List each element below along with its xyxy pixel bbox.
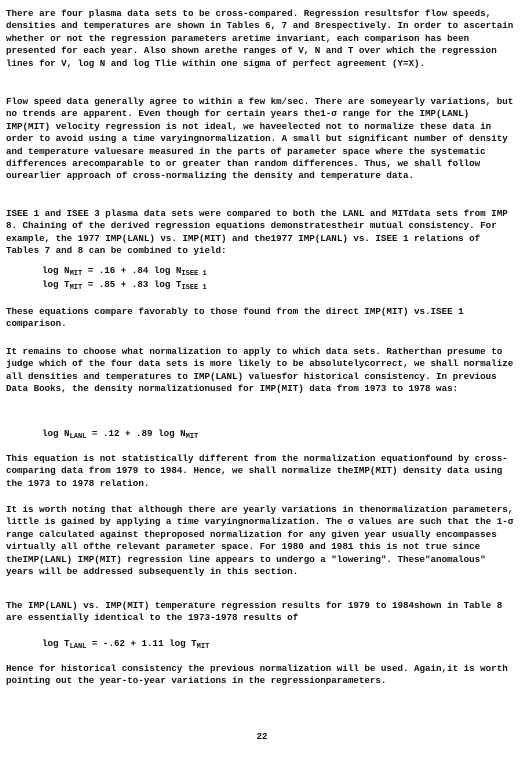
text-line: respectively. In order to ascertain whether or not the regression parameters are — [6, 20, 514, 44]
text-line: correct, we shall normalize all densities and temperatures to IMP(LANL) values — [6, 358, 514, 382]
text-line: normalization parameters, little is gained by applying a time varying — [6, 504, 514, 528]
text-line: Flow speed data generally agree to within a few km/sec. There are some — [6, 96, 392, 107]
equation-lhs-subscript: MIT — [69, 270, 83, 278]
paragraph-yearly-variations — [6, 504, 518, 578]
text-line: the relevant parameter space. For 1980 and 1981 this is not true since the — [6, 541, 481, 565]
paragraph-normalization-choice — [6, 346, 518, 396]
text-line: ISEE 1 comparison. — [6, 306, 464, 330]
text-line: it is worth pointing out the year-to-year variations in the regression — [6, 663, 508, 687]
equation-lhs-subscript: MIT — [69, 284, 83, 292]
paragraph-equations-compare — [6, 306, 518, 331]
equation-lhs: log N — [42, 428, 70, 439]
equation-temperature-normalization — [42, 638, 209, 653]
text-line: earlier approach of cross-normalizing the density and temperature data. — [22, 170, 414, 182]
text-line: 1977 IMP(LANL) vs. ISEE 1 relations of Tables 7 and 8 can be combined to yield: — [6, 232, 481, 257]
text-line: their mutual consistency. For example, the 1977 IMP(LANL) vs. IMP(MIT) and the — [6, 220, 497, 244]
text-line: than presume to judge which of the four data sets is more likely to be absolutely — [6, 346, 503, 370]
text-line: IMP(LANL) IMP(MIT) regression line appears to undergo a "lowering". These — [22, 553, 426, 565]
equation-rhs: = .12 + .89 log N — [86, 428, 186, 439]
text-line: shown in Table 8 are essentially identical to the 1973-1978 results of — [6, 600, 503, 624]
text-line: parameters. — [325, 675, 387, 687]
text-line: for historical consistency. In previous Data Books, the density normalization — [6, 370, 497, 395]
equation-rhs-subscript: MIT — [196, 643, 210, 651]
equation-rhs-subscript: MIT — [185, 433, 199, 441]
text-line: normalization. The σ values are such that the 1-σ range calculated against the — [6, 516, 514, 540]
text-line: The IMP(LANL) vs. IMP(MIT) temperature regression results for 1979 to 1984 — [6, 600, 414, 611]
paragraph-historical-consistency — [6, 663, 518, 688]
text-line: proposed normalization for any given year usually encompasses virtually all of — [6, 528, 497, 553]
text-line: It remains to choose what normalization to apply to which data sets. Rather — [6, 346, 420, 357]
text-line: This equation is not statistically different from the normalization equation — [6, 453, 426, 464]
text-line: IMP(MIT) density data using the 1973 to 1978 relation. — [6, 465, 503, 489]
text-line: data sets from IMP 8. Chaining of the derived regression equations demonstrates — [6, 208, 508, 232]
text-line: are measured in the parts of parameter space where the systematic differences are — [6, 145, 486, 170]
text-line: yearly variations, but no trends are apparent. Even though for certain years the — [6, 96, 514, 120]
text-line: Hence for historical consistency the previous normalization will be used. Again, — [6, 663, 448, 674]
text-line: It is worth noting that although there are yearly variations in the — [6, 504, 376, 515]
text-line: "anomalous" years will be addressed subsequently in this section. — [6, 553, 486, 578]
equation-lhs: log N — [42, 265, 70, 276]
paragraph-flow-speed — [6, 96, 518, 183]
equation-lhs: log T — [42, 279, 70, 290]
equation-rhs-subscript: ISEE 1 — [181, 270, 207, 278]
equation-rhs: = .16 + .84 log N — [82, 265, 182, 276]
equation-rhs: = .85 + .83 log T — [82, 279, 182, 290]
equation-rhs-subscript: ISEE 1 — [181, 284, 207, 292]
text-line: for flow speeds, densities and temperatures are shown in Tables 6, 7 and 8 — [6, 8, 492, 32]
text-line: lie within one sigma of perfect agreement (Y=X). — [160, 57, 426, 69]
equation-lhs-subscript: LANL — [69, 643, 87, 651]
text-line: elected not to normalize these data in order to avoid using a time varying — [6, 120, 492, 145]
equation-lhs: log T — [42, 638, 70, 649]
equation-rhs: = -.62 + 1.11 log T — [86, 638, 197, 649]
text-line: used for IMP(MIT) data from 1973 to 1978 was: — [210, 383, 459, 395]
paragraph-statistical-difference — [6, 453, 518, 490]
paragraph-temperature-regression — [6, 600, 518, 625]
text-line: the ranges of V, N and T over which the regression lines for V, log N and log T — [6, 45, 497, 69]
equation-lhs-subscript: LANL — [69, 433, 87, 441]
text-line: There are four plasma data sets to be cross-compared. Regression results — [6, 8, 403, 19]
text-line: found by cross-comparing data from 1979 to 1984. Hence, we shall normalize the — [6, 453, 508, 477]
text-line: 1-σ range for the IMP(LANL) IMP(MIT) velocity regression is not ideal, we have — [6, 108, 470, 132]
paragraph-isee-comparison — [6, 208, 518, 258]
text-line: ISEE 1 and ISEE 3 plasma data sets were compared to both the LANL and MIT — [6, 208, 409, 219]
equation-density-normalization — [42, 428, 198, 443]
text-line: comparable to or greater than random differences. Thus, we shall follow our — [6, 158, 481, 182]
text-line: normalization. A small but significant number of density and temperature values — [6, 133, 508, 157]
text-line: These equations compare favorably to those found from the direct IMP(MIT) vs. — [6, 306, 431, 317]
paragraph-plasma-data-sets — [6, 8, 518, 70]
text-line: time invariant, each comparison has been presented for each year. Also shown are — [6, 32, 470, 57]
equation-temperature-isee — [42, 279, 207, 294]
page-number: 22 — [256, 731, 268, 742]
